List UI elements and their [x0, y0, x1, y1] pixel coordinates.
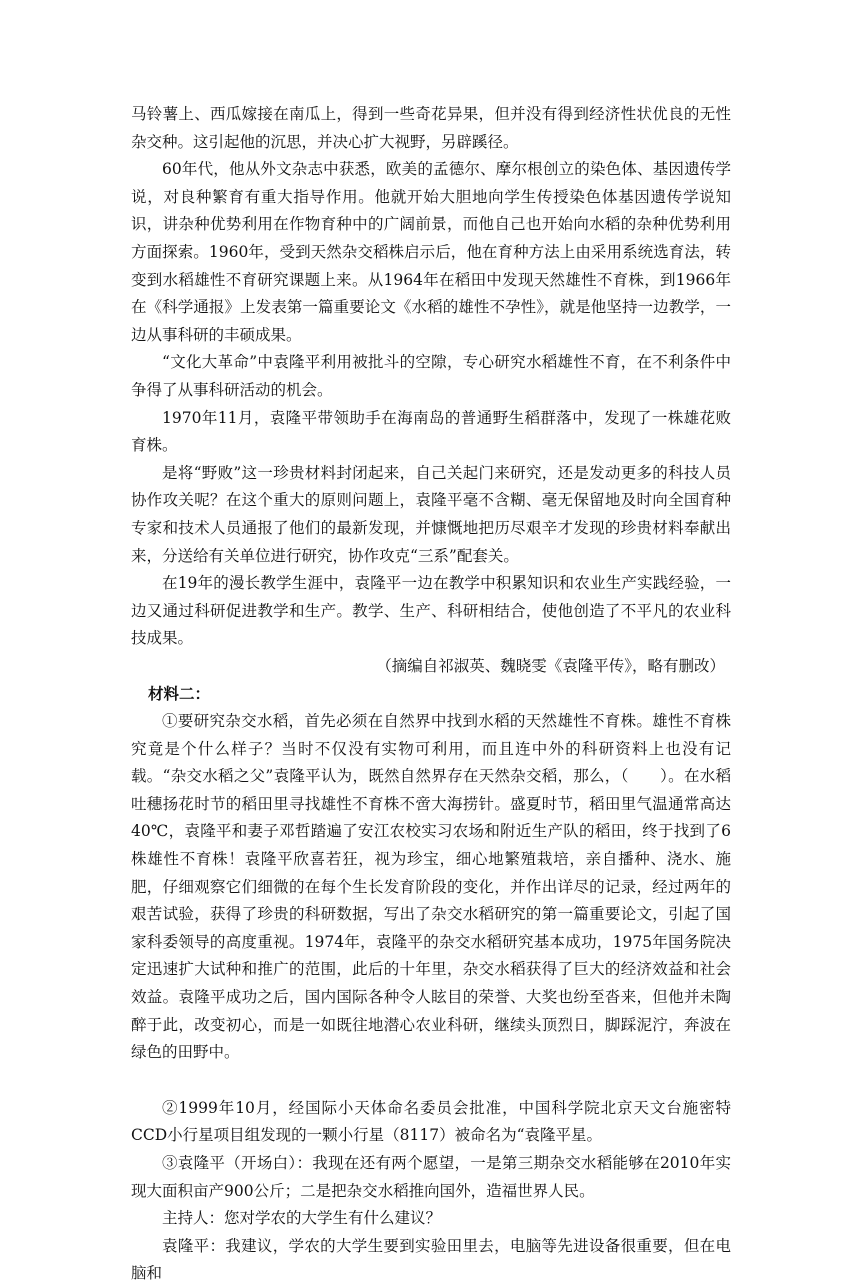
material-two-item-2: ②1999年10月，经国际小天体命名委员会批准，中国科学院北京天文台施密特CCD小行星项目组发现的一颗小行星（8117）被命名为“袁隆平星。 — [131, 1098, 731, 1145]
paragraph-60s-research: 60年代，他从外文杂志中获悉，欧美的孟德尔、摩尔根创立的染色体、基因遗传学说，对良种繁育有重大指导作用。他就开始大胆地向学生传授染色体基因遗传学说知识，讲杂种优势利用在作物育种中的广阔前景，而他自己也开始向水稻的杂种优势利用方面探索。1960年，受到天然杂交稻株启示后，他在育种方法上由采用系统选育法，转变到水稻雄性不育研究课题上来。从1964年在稻田中发现天然雄性不育株，到1966年在《科学通报》上发表第一篇重要论文《水稻的雄性不孕性》，就是他坚持一边教学，一边从事科研的丰硕成果。 — [131, 160, 731, 344]
paragraph-continued: 马铃薯上、西瓜嫁接在南瓜上，得到一些奇花异果，但并没有得到经济性状优良的无性杂交种。这引起他的沉思，并决心扩大视野，另辟蹊径。 — [131, 105, 731, 151]
paragraph-teaching-career: 在19年的漫长教学生涯中，袁隆平一边在教学中积累知识和农业生产实践经验，一边又通过科研促进教学和生产。教学、生产、科研相结合，使他创造了不平凡的农业科技成果。 — [131, 574, 731, 648]
material-two-item-1: ①要研究杂交水稻，首先必须在自然界中找到水稻的天然雄性不育株。雄性不育株究竟是个什么样子？当时不仅没有实物可利用，而且连中外的科研资料上也没有记载。“杂交水稻之父”袁隆平认为，既然自然界存在天然杂交稻，那么，（ ）。在水稻吐穗扬花时节的稻田里寻找雄性不育株不啻大海捞针。盛夏时节，稻田里气温通常高达40℃，袁隆平和妻子邓哲踏遍了安江农校实习农场和附近生产队的稻田，终于找到了6株雄性不育株！袁隆平欣喜若狂，视为珍宝，细心地繁殖栽培，亲自播种、浇水、施肥，仔细观察它们细微的在每个生长发育阶段的变化，并作出详尽的记录，经过两年的艰苦试验，获得了珍贵的科研数据，写出了杂交水稻研究的第一篇重要论文，引起了国家科委领导的高度重视。1974年，袁隆平的杂交水稻研究基本成功，1975年国务院决定迅速扩大试种和推广的范围，此后的十年里，杂交水稻获得了巨大的经济效益和社会效益。袁隆平成功之后，国内国际各种令人眩目的荣誉、大奖也纷至沓来，但他并未陶醉于此，改变初心，而是一如既往地潜心农业科研，继续头顶烈日，脚踩泥泞，奔波在绿色的田野中。 — [131, 712, 731, 1062]
paragraph-cooperation: 是将“野败”这一珍贵材料封闭起来，自己关起门来研究，还是发动更多的科技人员协作攻关呢？在这个重大的原则问题上，袁隆平毫不含糊、毫无保留地及时向全国育种专家和技术人员通报了他们的最新发现，并慷慨地把历尽艰辛才发现的珍贵材料奉献出来，分送给有关单位进行研究，协作攻克“三系”配套关。 — [131, 463, 731, 565]
paragraph-1970-discovery: 1970年11月，袁隆平带领助手在海南岛的普通野生稻群落中，发现了一株雄花败育株。 — [131, 408, 731, 455]
paragraph-gap — [131, 1067, 731, 1095]
document-body — [131, 101, 731, 1288]
material-two-item-3: ③袁隆平（开场白）：我现在还有两个愿望，一是第三期杂交水稻能够在2010年实现大面积亩产900公斤；二是把杂交水稻推向国外，造福世界人民。 — [131, 1153, 731, 1200]
source-citation: （摘编自祁淑英、魏晓雯《袁隆平传》，略有删改） — [376, 656, 725, 675]
material-two-heading: 材料二： — [148, 684, 211, 704]
paragraph-cultural-revolution: “文化大革命”中袁隆平利用被批斗的空隙，专心研究水稻雄性不育，在不利条件中争得了从事科研活动的机会。 — [131, 353, 731, 399]
host-question: 主持人：您对学农的大学生有什么建议？ — [162, 1209, 442, 1228]
yuan-answer: 袁隆平：我建议，学农的大学生要到实验田里去，电脑等先进设备很重要，但在电脑和 — [131, 1236, 731, 1283]
